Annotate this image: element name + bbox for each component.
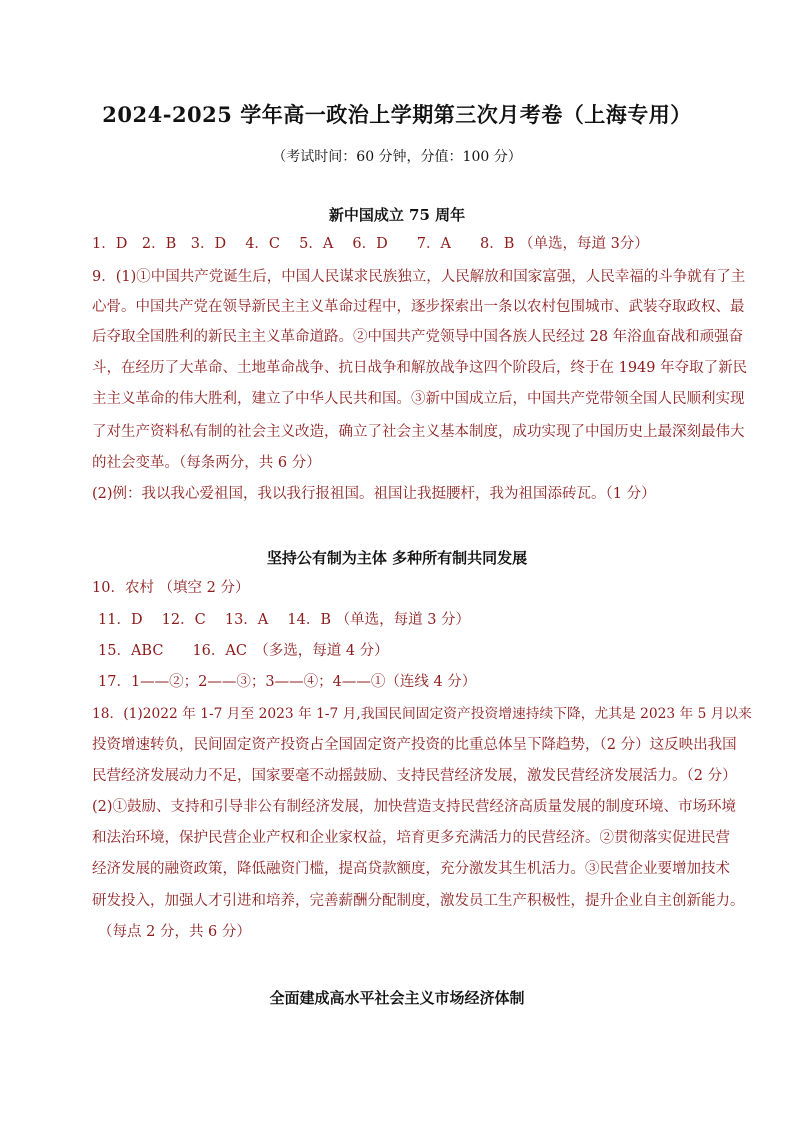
answer-line-11-14: 11．D 12．C 13．A 14．B （单选，每道 3 分） [98, 612, 471, 628]
answer-line-9-8: (2)例：我以我心爱祖国，我以我行报祖国。祖国让我挺腰杆，我为祖国添砖瓦。（1 分） [92, 486, 656, 502]
answer-line-1: 1．D 2．B 3．D 4．C 5．A 6．D 7．A 8．B （单选，每道 3分） [92, 236, 649, 252]
answer-line-18-7: 研发投入，加强人才引进和培养，完善薪酬分配制度，激发员工生产积极性，提升企业自主创新能力。 [92, 893, 745, 909]
answer-line-9-6: 了对生产资料私有制的社会主义改造，确立了社会主义基本制度，成功实现了中国历史上最深刻最伟大 [92, 424, 745, 440]
answer-line-9-3: 后夺取全国胜利的新民主主义革命道路。②中国共产党领导中国各族人民经过 28 年浴血奋战和顽强奋 [92, 329, 744, 345]
answer-line-18-1: 18．(1)2022 年 1-7 月至 2023 年 1-7 月,我国民间固定资产投资增速持续下降，尤其是 2023 年 5 月以来 [92, 706, 752, 722]
answer-line-18-3: 民营经济发展动力不足，国家要毫不动摇鼓励、支持民营经济发展，激发民营经济发展活力。（2 分） [92, 768, 737, 784]
section-heading-1: 新中国成立 75 周年 [328, 206, 466, 224]
answer-line-9-1: 9．(1)①中国共产党诞生后，中国人民谋求民族独立，人民解放和国家富强，人民幸福的斗争就有了主 [92, 269, 746, 285]
answer-line-18-5: 和法治环境，保护民营企业产权和企业家权益，培育更多充满活力的民营经济。②贯彻落实促进民营 [92, 830, 730, 846]
answer-line-18-4: (2)①鼓励、支持和引导非公有制经济发展，加快营造支持民营经济高质量发展的制度环境、市场环境 [92, 799, 737, 815]
answer-line-18-2: 投资增速转负，民间固定资产投资占全国固定资产投资的比重总体呈下降趋势，（2 分）这反映出我国 [92, 737, 737, 753]
section-heading-3: 全面建成高水平社会主义市场经济体制 [269, 989, 525, 1007]
answer-line-18-8: （每点 2 分，共 6 分） [98, 924, 251, 940]
page-title: 2024-2025 学年高一政治上学期第三次月考卷（上海专用） [102, 102, 692, 127]
answer-line-15-16: 15．ABC 16．AC （多选，每道 4 分） [98, 643, 389, 659]
page-subtitle: （考试时间：60 分钟，分值：100 分） [272, 149, 522, 165]
answer-line-9-2: 心骨。中国共产党在领导新民主主义革命过程中，逐步探索出一条以农村包围城市、武装夺取政权、最 [92, 299, 745, 315]
answer-line-9-4: 斗，在经历了大革命、土地革命战争、抗日战争和解放战争这四个阶段后，终于在 1949 年夺取了新民 [92, 360, 748, 376]
answer-line-17: 17．1——②；2——③；3——④；4——①（连线 4 分） [98, 674, 477, 690]
answer-line-9-7: 的社会变革。（每条两分，共 6 分） [92, 455, 321, 471]
answer-line-10: 10．农村 （填空 2 分） [92, 580, 250, 596]
answer-line-9-5: 主主义革命的伟大胜利，建立了中华人民共和国。③新中国成立后，中国共产党带领全国人民顺利实现 [92, 391, 745, 407]
answer-line-18-6: 经济发展的融资政策，降低融资门槛，提高贷款额度，充分激发其生机活力。③民营企业要增加技术 [92, 861, 730, 877]
section-heading-2: 坚持公有制为主体 多种所有制共同发展 [266, 549, 528, 567]
